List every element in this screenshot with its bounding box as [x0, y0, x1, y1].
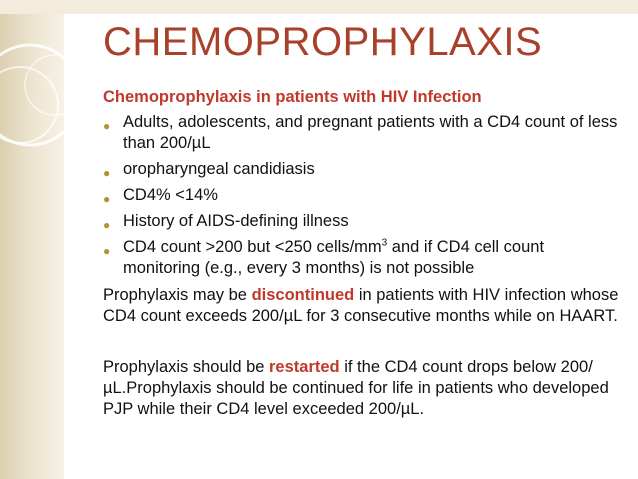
decorative-circles	[0, 0, 120, 200]
restarted-highlight: restarted	[269, 358, 340, 376]
list-item: ● CD4 count >200 but <250 cells/$mm^3$ and if CD4 cell count monitoring (e.g., every 3 months) is not possible	[103, 237, 545, 277]
bullet-icon: ●	[103, 119, 111, 133]
bullet-icon: ●	[103, 218, 111, 232]
bullet-icon: ●	[103, 192, 111, 206]
list-item: ● Adults, adolescents, and pregnant patients with a CD4 count of less than 200/µL	[103, 113, 618, 152]
list-item: ● History of AIDS-defining illness	[103, 211, 623, 232]
discontinued-highlight: discontinued	[251, 286, 355, 304]
list-item: ● CD4% <14%	[103, 185, 623, 206]
list-item: ● oropharyngeal candidiasis	[103, 159, 623, 180]
slide-title: CHEMOPROPHYLAXIS	[103, 20, 543, 64]
slide-subtitle: Chemoprophylaxis in patients with HIV Infection	[103, 88, 482, 106]
bullet-icon: ●	[103, 244, 111, 258]
discontinue-paragraph: Prophylaxis may be discontinued in patients with HIV infection whose CD4 count exceeds 200/µL for 3 consecutive months while on HAART.	[103, 286, 619, 325]
indication-list	[103, 112, 623, 284]
restart-paragraph: Prophylaxis should be restarted if the CD4 count drops below 200/µL.Prophylaxis should be continued for life in patients who developed PJP while their CD4 level exceeded 200/µL.	[103, 358, 609, 418]
bullet-icon: ●	[103, 166, 111, 180]
